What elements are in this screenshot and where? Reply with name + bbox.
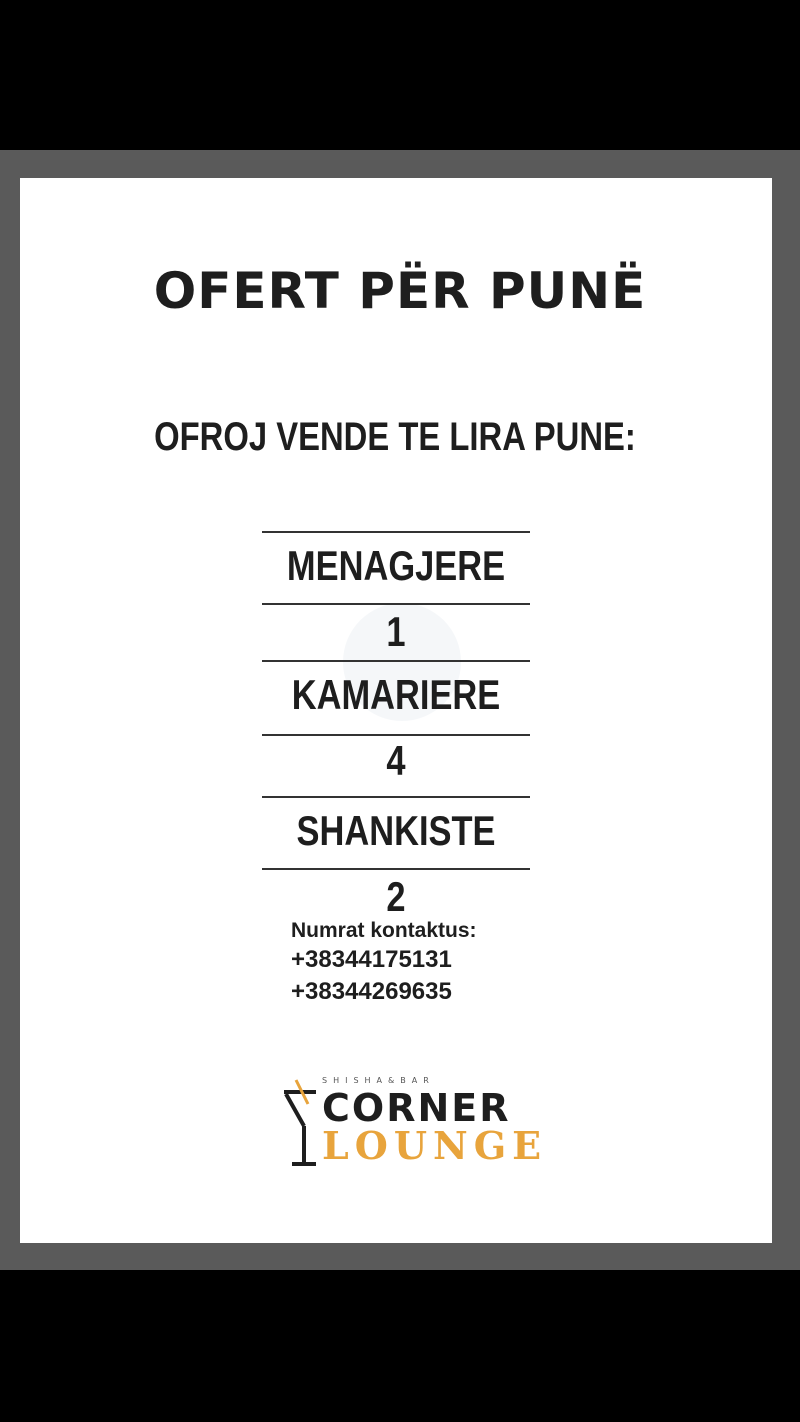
brand-logo <box>282 1072 548 1172</box>
contact-label: Numrat kontaktus: <box>291 919 477 942</box>
logo-line-2: LOUNGE <box>322 1123 548 1168</box>
job-item-waiter <box>262 660 530 784</box>
job-label: SHANKISTE 2 <box>296 807 496 920</box>
contact-block <box>291 918 477 1008</box>
job-item-bartender <box>262 796 530 920</box>
logo-tagline: SHISHA&BAR <box>322 1076 435 1085</box>
job-label: MENAGJERE 1 <box>286 542 506 655</box>
glass-icon <box>282 1078 318 1168</box>
poster-title: OFERT PËR PUNË <box>153 262 647 320</box>
poster-subtitle: OFROJ VENDE TE LIRA PUNE: <box>154 415 636 459</box>
job-label: KAMARIERE 4 <box>291 671 501 784</box>
logo-line-1: CORNER <box>322 1086 511 1130</box>
contact-number: +38344175131 <box>291 946 452 973</box>
contact-number: +38344269635 <box>291 978 452 1005</box>
job-item-manager <box>262 531 530 655</box>
